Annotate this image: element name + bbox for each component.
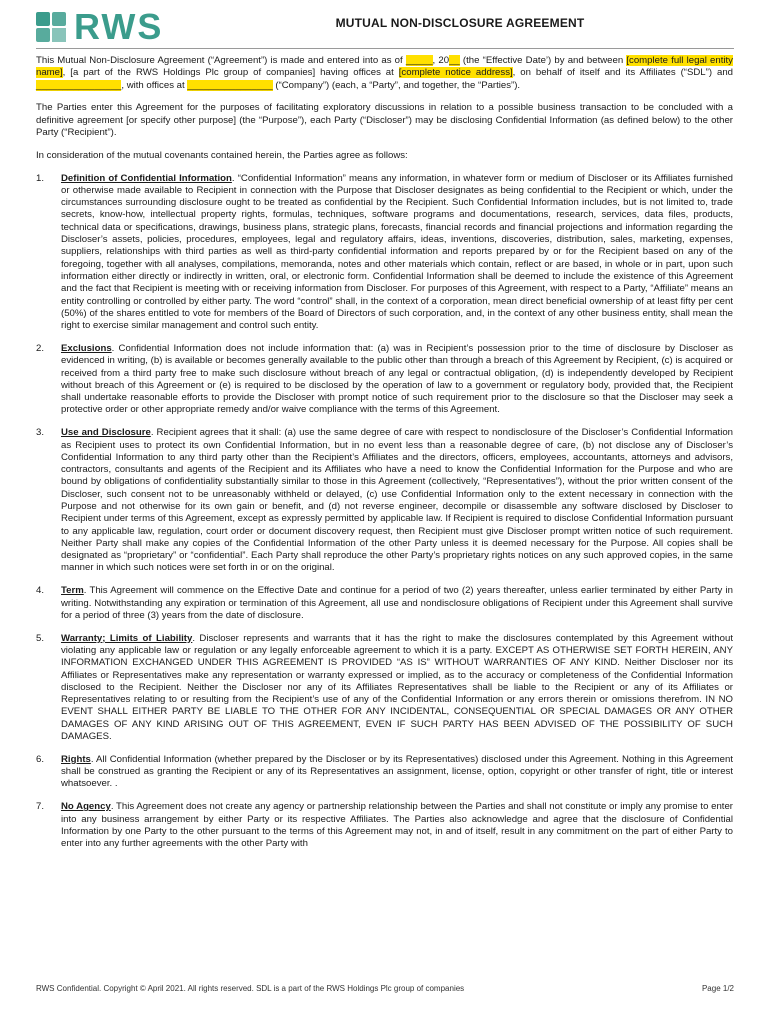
effective-year-blank: __ xyxy=(449,55,460,66)
document-body xyxy=(36,55,733,861)
section-number: 2. xyxy=(36,342,45,354)
page-number: Page 1/2 xyxy=(701,984,734,993)
document-title: MUTUAL NON-DISCLOSURE AGREEMENT xyxy=(335,16,585,30)
footer-copyright: RWS Confidential. Copyright © April 2021. All rights reserved. SDL is a part of the RWS Holdings Plc group of companies xyxy=(36,984,465,993)
rws-logo xyxy=(36,6,206,48)
section-term xyxy=(36,585,733,622)
section-text: . Recipient agrees that it shall: (a) use the same degree of care with respect to nondisclosure of the Discloser’s Confidential Information as Recipient uses to protect its own Confidential Information, but in no event less than a reasonable degree of care, (b) not disclose any of Discloser’s Confidential Information to any third party other than the Recipient’s Affiliates and the directors, officers, employees, accountants, attorneys and advisors, contractors, consultants and agents of the Recipient and its Affiliates who have a need to know the Confidential Information for the Purpose and who are bound by obligations of confidentiality substantially similar to those in this Agreement (collectively, “Representatives”), without the prior written consent of the Discloser, such consent not to be unreasonably withheld or delayed, (c) use Confidential Information only to the extent necessary in connection with the Purpose and not otherwise for its own gain or benefit, and (d) not reverse engineer, decompile or disassemble any software disclosed by Discloser to Recipient under terms of this Agreement, except as expressly permitted by applicable law. If Recipient is required to disclose Confidential Information pursuant to any applicable law, regulation, court order or document discovery request, then Recipient must give Discloser prompt written notice of such requirement. Neither Party shall make any copies of the Confidential Information of the other Party unless it is deemed necessary for the Purpose. All copies shall be designated as “proprietary” or “confidential”. Each Party shall reproduce the other Party’s proprietary rights notices on any such approved copies, in the same manner in which such notices were set forth in or on the original. xyxy=(61,427,733,574)
company-name-blank: ________________ xyxy=(36,79,122,91)
section-heading: Rights xyxy=(61,753,91,765)
section-exclusions xyxy=(36,343,733,417)
section-text: . This Agreement does not create any agency or partnership relationship between the Parties and shall not constitute or imply any promise to enter into any business arrangement by either Party or its respective Affiliates. The Parties also acknowledge and agree that the disclosure of Confidential Information by one Party to the other pursuant to the terms of this Agreement may not, in and of itself, result in any commitment on the part of either Party to enter into any further agreements with the other Party with xyxy=(61,801,733,850)
intro-paragraph: This Mutual Non-Disclosure Agreement (“Agreement”) is made and entered into as of _____, 20__ (the “Effective Date’) by and between [complete full legal entity name], [a part of the RWS Holdings Plc group of companies] having offices at [complete notice address], on behalf of itself and its Affiliates (“SDL”) and ________________, with offices at ________________ (“Company”) (each, a “Party”, and together, the “Parties”). xyxy=(36,55,733,91)
section-use-and-disclosure xyxy=(36,427,733,575)
section-text: . Discloser represents and warrants that it has the right to make the disclosures contemplated by this Agreement without violating any applicable law or regulation or any legally enforceable agreement to which it is a party. EXCEPT AS OTHERWISE SET FORTH HEREIN, ANY INFORMATION EXCHANGED UNDER THIS AGREEMENT IS PROVIDED “AS IS” WITHOUT WARRANTIES OF ANY KIND. Neither Discloser nor its Affiliates or Representatives make any representation or warranty expressed or implied, as to the accuracy or completeness of the Confidential Information disclosed to the Recipient. Neither the Discloser nor any of its Affiliates Representatives shall be liable to the Recipient or any of its Affiliates or Representatives relating to or resulting from the Recipient’s use of any of the Confidential Information or any errors therein or omissions therefrom. IN NO EVENT SHALL EITHER PARTY BE LIABLE TO THE OTHER FOR ANY INCIDENTAL, CONSEQUENTIAL OR SPECIAL DAMAGES OR ANY OTHER DAMAGES OF ANY KIND ARISING OUT OF THIS AGREEMENT, EVEN IF SUCH PARTY HAS BEEN ADVISED OF THE POSSIBILITY OF SUCH DAMAGES. xyxy=(61,632,733,743)
legal-entity-placeholder: [complete full legal entity name] xyxy=(36,55,733,79)
section-confidential-information xyxy=(36,173,733,333)
section-warranty xyxy=(36,633,733,744)
section-text: . All Confidential Information (whether prepared by the Discloser or by its Representatives) disclosed under this Agreement. Nothing in this Agreement shall be construed as granting the Recipient or any of its Representatives an assignment, license, option, copyright or other transfer of right, title or interest whatsoever. . xyxy=(61,753,733,790)
section-text: . This Agreement will commence on the Effective Date and continue for a period of two (2) years thereafter, unless earlier terminated by either Party in writing. Notwithstanding any expiration or termination of this Agreement, all use and nondisclosure obligations of Recipient under this Agreement shall survive for a period of three (3) years from the date of disclosure. xyxy=(61,585,733,621)
section-heading: Exclusions xyxy=(61,342,112,354)
logo-text: RWS xyxy=(74,6,164,47)
section-heading: Use and Disclosure xyxy=(61,427,151,439)
section-no-agency xyxy=(36,801,733,850)
purpose-paragraph: The Parties enter this Agreement for the purposes of facilitating exploratory discussions in relation to a possible business transaction to be concluded with a definitive agreement [or specify other purpose] (the “Purpose”), each Party (“Discloser”) may be disclosing Confidential Information (as defined below) to the other Party (“Recipient”). xyxy=(36,102,733,138)
company-address-blank: ________________ xyxy=(187,79,273,91)
effective-date-blank: _____ xyxy=(405,55,433,66)
section-heading: Warranty; Limits of Liability xyxy=(61,632,193,644)
section-heading: Term xyxy=(61,585,84,597)
section-number: 4. xyxy=(36,585,45,597)
section-text: . Confidential Information does not include information that: (a) was in Recipient’s possession prior to the time of disclosure by Discloser as evidenced in writing, (b) is available or becomes generally available to the public other than through a breach of this Agreement by Recipient, (c) is acquired or received from a third party free to make such disclosure without breach of any legal or contractual obligation, (d) is independently developed by Recipient without breach of this Agreement or (e) is required to be disclosed by the operation of law to a government or regulatory body, provided that, the Recipient shall undertake reasonable efforts to provide the Discloser with prompt notice of such requirement prior to the disclosure so that the Discloser may seek a protective order or other appropriate remedy and/or waive compliance with the terms of this Agreement. xyxy=(61,342,733,416)
section-heading: No Agency xyxy=(61,801,111,813)
section-number: 7. xyxy=(36,801,45,813)
section-number: 6. xyxy=(36,753,45,765)
section-text: . “Confidential Information” means any information, in whatever form or medium of Discloser or its Affiliates furnished or otherwise made available to Recipient in connection with the Purpose that Discloser designates as being confidential to the Recipient or which, under the circumstances surrounding disclosure ought to be treated as confidential by the Recipient. Such Confidential Information includes, but is not limited to, trade secrets, know-how, intellectual property rights, formulas, techniques, software programs and documentations, research, services, data files, products, technical data or specifications, drawings, business plans, strategic plans, forecasts, financial records and financial projections and information regarding the Discloser’s assets, policies, procedures, employees, legal and regulatory affairs, ideas, inventions, discoveries, distribution, sales, marketing, expenses, suppliers, relationships with third parties as well as third-party confidential information and reports prepared by or for the Recipient based on any of the foregoing, together with all analyses, compilations, memoranda, notes and other materials which contain, reflect or are based, in whole or in part, upon such information either directly or indirectly in written, oral, or electronic form. Confidential Information shall be deemed to include the existence of this Agreement and the fact that Recipient is meeting with or receiving information from Discloser. For purposes of this Agreement, with respect to a Party, “Affiliate” means an entity controlling or controlled by either party. The word “control” shall, in the context of a corporation, mean direct beneficial ownership of at least fifty per cent (50%) of the shares entitled to vote for members of the Board of Directors of such corporation, and, in the context of any other business entity, shall mean the right to exercise similar management and control such entity. xyxy=(61,172,733,332)
section-rights xyxy=(36,754,733,791)
section-number: 3. xyxy=(36,427,45,439)
consideration-paragraph: In consideration of the mutual covenants contained herein, the Parties agree as follows: xyxy=(36,149,408,161)
page-footer xyxy=(36,984,734,993)
section-heading: Definition of Confidential Information xyxy=(61,172,232,184)
notice-address-placeholder: [complete notice address] xyxy=(398,67,513,79)
section-number: 1. xyxy=(36,172,45,184)
section-number: 5. xyxy=(36,632,45,644)
header-divider xyxy=(36,48,734,49)
